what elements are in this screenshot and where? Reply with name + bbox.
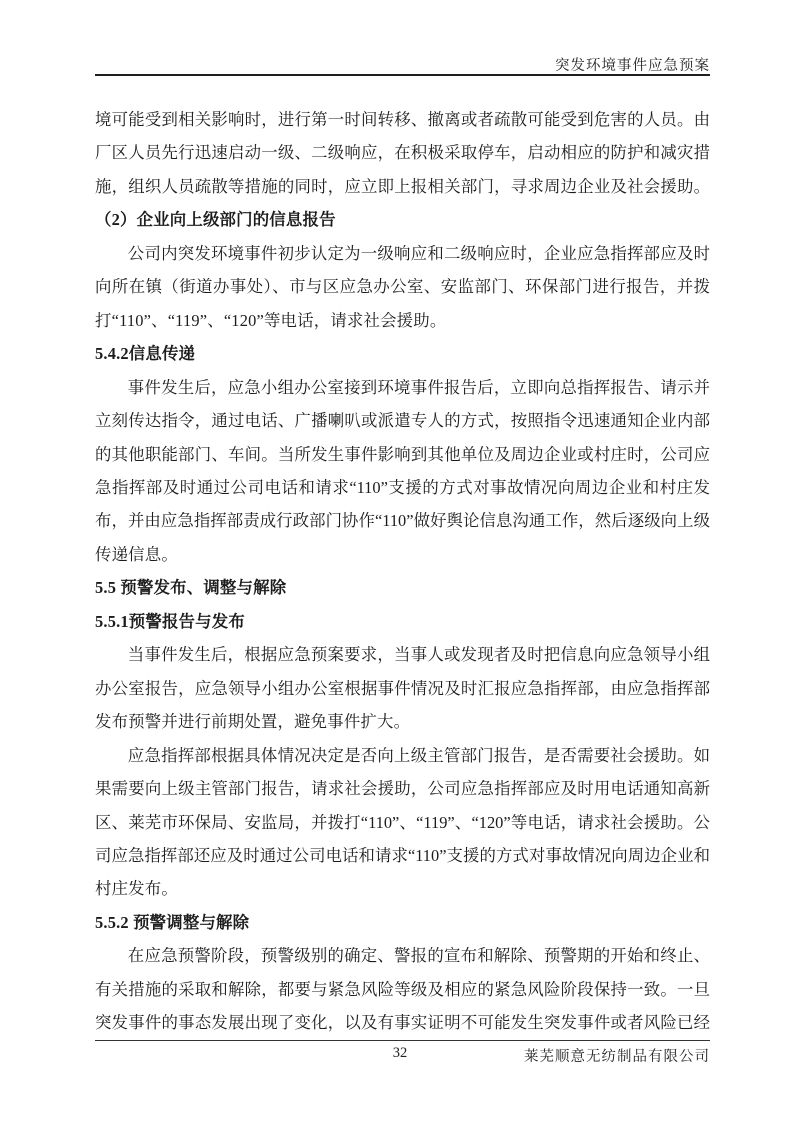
section-heading: 5.5.1预警报告与发布 <box>95 611 245 631</box>
section-heading: 5.5 预警发布、调整与解除 <box>95 578 287 598</box>
body-text-line: 事件发生后，应急小组办公室接到环境事件报告后，立即向总指挥报告、请示并 <box>127 377 710 397</box>
body-text-line: 向所在镇（街道办事处）、市与区应急办公室、安监部门、环保部门进行报告，并拨 <box>95 277 710 297</box>
body-text-line: 发布预警并进行前期处置，避免事件扩大。 <box>95 712 411 732</box>
body-text-line: 立刻传达指令，通过电话、广播喇叭或派遣专人的方式，按照指令迅速通知企业内部 <box>95 411 710 431</box>
body-text-line: 的其他职能部门、车间。当所发生事件影响到其他单位及周边企业或村庄时，公司应 <box>95 444 710 464</box>
body-text-line: 办公室报告，应急领导小组办公室根据事件情况及时汇报应急指挥部，由应急指挥部 <box>95 678 710 698</box>
header-rule <box>95 74 710 76</box>
body-text-line: 果需要向上级主管部门报告，请求社会援助，公司应急指挥部应及时用电话通知高新 <box>95 779 710 799</box>
body-text-line: 区、莱芜市环保局、安监局，并拨打“110”、“119”、“120”等电话，请求社会援助。公 <box>95 812 710 832</box>
section-heading: （2）企业向上级部门的信息报告 <box>95 210 336 230</box>
body-text-line: 传递信息。 <box>95 544 178 564</box>
section-heading: 5.4.2信息传递 <box>95 344 196 364</box>
body-text-line: 司应急指挥部还应及时通过公司电话和请求“110”支援的方式对事故情况向周边企业和 <box>95 845 710 865</box>
document-body <box>95 103 710 1040</box>
footer-rule <box>95 1040 710 1041</box>
body-text-line: 公司内突发环境事件初步认定为一级响应和二级响应时，企业应急指挥部应及时 <box>127 243 710 263</box>
running-header-title: 突发环境事件应急预案 <box>555 58 710 74</box>
page-number: 32 <box>392 1045 408 1061</box>
body-text-line: 在应急预警阶段，预警级别的确定、警报的宣布和解除、预警期的开始和终止、 <box>127 946 710 966</box>
body-text-line: 打“110”、“119”、“120”等电话，请求社会援助。 <box>95 310 447 330</box>
body-text-line: 有关措施的采取和解除，都要与紧急风险等级及相应的紧急风险阶段保持一致。一旦 <box>95 979 710 999</box>
footer-company-name: 莱芜顺意无纺制品有限公司 <box>524 1049 710 1065</box>
body-text-line: 急指挥部及时通过公司电话和请求“110”支援的方式对事故情况向周边企业和村庄发 <box>95 477 710 497</box>
body-text-line: 村庄发布。 <box>95 879 178 899</box>
body-text-line: 境可能受到相关影响时，进行第一时间转移、撤离或者疏散可能受到危害的人员。由 <box>95 110 710 129</box>
body-text-line: 施，组织人员疏散等措施的同时，应立即上报相关部门，寻求周边企业及社会援助。 <box>95 176 710 196</box>
body-text-line: 应急指挥部根据具体情况决定是否向上级主管部门报告，是否需要社会援助。如 <box>127 745 710 765</box>
body-text-line: 厂区人员先行迅速启动一级、二级响应，在积极采取停车，启动相应的防护和减灾措 <box>95 143 710 163</box>
body-text-line: 布，并由应急指挥部责成行政部门协作“110”做好舆论信息沟通工作，然后逐级向上级 <box>95 511 710 531</box>
body-text-line: 突发事件的事态发展出现了变化，以及有事实证明不可能发生突发事件或者风险已经 <box>95 1013 710 1033</box>
section-heading: 5.5.2 预警调整与解除 <box>95 912 250 932</box>
body-text-line: 当事件发生后，根据应急预案要求，当事人或发现者及时把信息向应急领导小组 <box>127 645 710 665</box>
